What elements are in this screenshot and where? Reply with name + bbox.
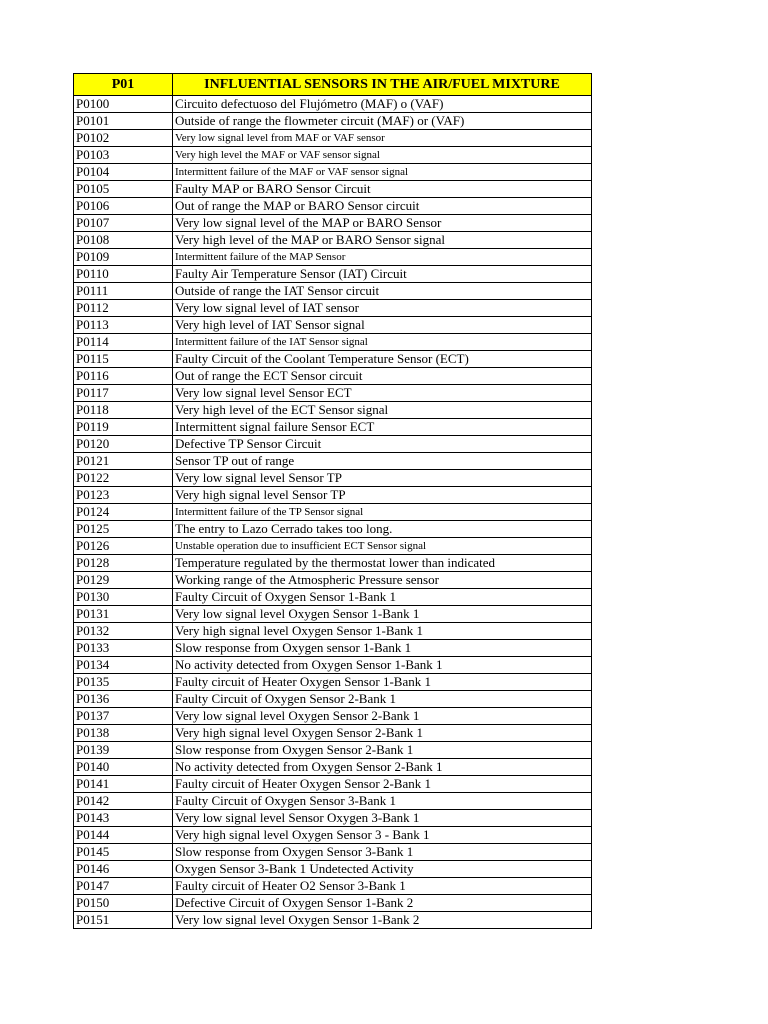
table-row <box>74 759 592 776</box>
table-row <box>74 725 592 742</box>
code-cell: P0105 <box>74 181 173 198</box>
code-cell: P0139 <box>74 742 173 759</box>
table-row <box>74 368 592 385</box>
code-cell: P0131 <box>74 606 173 623</box>
code-cell: P0138 <box>74 725 173 742</box>
description-cell: Oxygen Sensor 3-Bank 1 Undetected Activity <box>173 861 592 878</box>
description-cell: Intermittent signal failure Sensor ECT <box>173 419 592 436</box>
table-row <box>74 793 592 810</box>
description-cell: Faulty Circuit of Oxygen Sensor 3-Bank 1 <box>173 793 592 810</box>
description-cell: Intermittent failure of the TP Sensor signal <box>173 504 592 521</box>
code-cell: P0102 <box>74 130 173 147</box>
description-cell: Faulty Air Temperature Sensor (IAT) Circuit <box>173 266 592 283</box>
code-cell: P0119 <box>74 419 173 436</box>
code-cell: P0150 <box>74 895 173 912</box>
table-row <box>74 538 592 555</box>
code-cell: P0146 <box>74 861 173 878</box>
table-row <box>74 589 592 606</box>
code-cell: P0132 <box>74 623 173 640</box>
table-row <box>74 453 592 470</box>
code-cell: P0114 <box>74 334 173 351</box>
code-cell: P0125 <box>74 521 173 538</box>
table-row <box>74 504 592 521</box>
table-row <box>74 861 592 878</box>
table-row <box>74 300 592 317</box>
table-row <box>74 164 592 181</box>
description-cell: Very high signal level Oxygen Sensor 2-Bank 1 <box>173 725 592 742</box>
code-cell: P0134 <box>74 657 173 674</box>
table-row <box>74 232 592 249</box>
table-row <box>74 419 592 436</box>
description-cell: Faulty MAP or BARO Sensor Circuit <box>173 181 592 198</box>
table-row <box>74 521 592 538</box>
table-row <box>74 351 592 368</box>
code-cell: P0111 <box>74 283 173 300</box>
table-row <box>74 555 592 572</box>
table-row <box>74 844 592 861</box>
table-row <box>74 776 592 793</box>
description-cell: Faulty circuit of Heater Oxygen Sensor 2-Bank 1 <box>173 776 592 793</box>
table-header-row <box>74 74 592 96</box>
code-cell: P0109 <box>74 249 173 266</box>
table-row <box>74 215 592 232</box>
description-cell: Very high signal level Oxygen Sensor 1-Bank 1 <box>173 623 592 640</box>
description-cell: Very high signal level Oxygen Sensor 3 - Bank 1 <box>173 827 592 844</box>
code-cell: P0126 <box>74 538 173 555</box>
description-cell: Outside of range the flowmeter circuit (MAF) or (VAF) <box>173 113 592 130</box>
description-cell: Sensor TP out of range <box>173 453 592 470</box>
description-cell: Out of range the MAP or BARO Sensor circuit <box>173 198 592 215</box>
description-cell: Defective Circuit of Oxygen Sensor 1-Bank 2 <box>173 895 592 912</box>
table-row <box>74 181 592 198</box>
code-cell: P0110 <box>74 266 173 283</box>
description-cell: Very low signal level Oxygen Sensor 1-Bank 2 <box>173 912 592 929</box>
description-cell: Defective TP Sensor Circuit <box>173 436 592 453</box>
table-row <box>74 334 592 351</box>
table-row <box>74 436 592 453</box>
description-cell: Very high signal level Sensor TP <box>173 487 592 504</box>
description-cell: Faulty Circuit of Oxygen Sensor 2-Bank 1 <box>173 691 592 708</box>
table-row <box>74 895 592 912</box>
description-cell: Very low signal level of IAT sensor <box>173 300 592 317</box>
table-row <box>74 708 592 725</box>
table-row <box>74 878 592 895</box>
code-cell: P0142 <box>74 793 173 810</box>
table-row <box>74 402 592 419</box>
description-cell: Faulty circuit of Heater O2 Sensor 3-Bank 1 <box>173 878 592 895</box>
description-cell: Very low signal level Sensor TP <box>173 470 592 487</box>
description-cell: Slow response from Oxygen Sensor 2-Bank 1 <box>173 742 592 759</box>
code-cell: P0112 <box>74 300 173 317</box>
description-cell: Faulty circuit of Heater Oxygen Sensor 1-Bank 1 <box>173 674 592 691</box>
table-row <box>74 147 592 164</box>
header-code-cell: P01 <box>74 74 173 96</box>
description-cell: Slow response from Oxygen sensor 1-Bank 1 <box>173 640 592 657</box>
code-cell: P0130 <box>74 589 173 606</box>
description-cell: Intermittent failure of the MAP Sensor <box>173 249 592 266</box>
code-cell: P0107 <box>74 215 173 232</box>
description-cell: No activity detected from Oxygen Sensor 2-Bank 1 <box>173 759 592 776</box>
table-row <box>74 198 592 215</box>
code-cell: P0137 <box>74 708 173 725</box>
code-cell: P0151 <box>74 912 173 929</box>
code-cell: P0100 <box>74 96 173 113</box>
table-row <box>74 113 592 130</box>
code-cell: P0123 <box>74 487 173 504</box>
description-cell: Faulty Circuit of Oxygen Sensor 1-Bank 1 <box>173 589 592 606</box>
table-row <box>74 266 592 283</box>
table-row <box>74 470 592 487</box>
description-cell: Very low signal level Oxygen Sensor 1-Bank 1 <box>173 606 592 623</box>
description-cell: Out of range the ECT Sensor circuit <box>173 368 592 385</box>
code-cell: P0122 <box>74 470 173 487</box>
table-row <box>74 810 592 827</box>
header-title-cell: INFLUENTIAL SENSORS IN THE AIR/FUEL MIXTURE <box>173 74 592 96</box>
description-cell: No activity detected from Oxygen Sensor 1-Bank 1 <box>173 657 592 674</box>
code-cell: P0104 <box>74 164 173 181</box>
table-row <box>74 572 592 589</box>
table-row <box>74 691 592 708</box>
description-cell: Very low signal level Sensor Oxygen 3-Bank 1 <box>173 810 592 827</box>
code-cell: P0103 <box>74 147 173 164</box>
table-row <box>74 623 592 640</box>
code-cell: P0108 <box>74 232 173 249</box>
code-cell: P0144 <box>74 827 173 844</box>
table-row <box>74 606 592 623</box>
description-cell: Very high level the MAF or VAF sensor signal <box>173 147 592 164</box>
code-cell: P0133 <box>74 640 173 657</box>
description-cell: Intermittent failure of the MAF or VAF sensor signal <box>173 164 592 181</box>
code-cell: P0118 <box>74 402 173 419</box>
table-row <box>74 487 592 504</box>
code-cell: P0116 <box>74 368 173 385</box>
code-cell: P0115 <box>74 351 173 368</box>
code-cell: P0135 <box>74 674 173 691</box>
code-cell: P0145 <box>74 844 173 861</box>
code-cell: P0120 <box>74 436 173 453</box>
description-cell: Faulty Circuit of the Coolant Temperature Sensor (ECT) <box>173 351 592 368</box>
code-cell: P0117 <box>74 385 173 402</box>
code-cell: P0141 <box>74 776 173 793</box>
code-cell: P0128 <box>74 555 173 572</box>
table-row <box>74 912 592 929</box>
table-row <box>74 249 592 266</box>
code-cell: P0124 <box>74 504 173 521</box>
table-row <box>74 385 592 402</box>
code-cell: P0101 <box>74 113 173 130</box>
description-cell: Very low signal level Sensor ECT <box>173 385 592 402</box>
table-row <box>74 96 592 113</box>
table-row <box>74 827 592 844</box>
description-cell: Circuito defectuoso del Flujómetro (MAF) o (VAF) <box>173 96 592 113</box>
description-cell: Very high level of IAT Sensor signal <box>173 317 592 334</box>
table-row <box>74 657 592 674</box>
table-row <box>74 640 592 657</box>
description-cell: Working range of the Atmospheric Pressure sensor <box>173 572 592 589</box>
description-cell: Outside of range the IAT Sensor circuit <box>173 283 592 300</box>
dtc-code-table <box>73 73 592 929</box>
table-row <box>74 674 592 691</box>
description-cell: Slow response from Oxygen Sensor 3-Bank 1 <box>173 844 592 861</box>
code-cell: P0113 <box>74 317 173 334</box>
table-row <box>74 317 592 334</box>
description-cell: Very high level of the ECT Sensor signal <box>173 402 592 419</box>
code-cell: P0129 <box>74 572 173 589</box>
table-row <box>74 283 592 300</box>
table-body <box>74 96 592 929</box>
description-cell: The entry to Lazo Cerrado takes too long. <box>173 521 592 538</box>
table-row <box>74 742 592 759</box>
description-cell: Temperature regulated by the thermostat lower than indicated <box>173 555 592 572</box>
code-cell: P0136 <box>74 691 173 708</box>
table-row <box>74 130 592 147</box>
description-cell: Very low signal level of the MAP or BARO Sensor <box>173 215 592 232</box>
description-cell: Intermittent failure of the IAT Sensor signal <box>173 334 592 351</box>
description-cell: Unstable operation due to insufficient ECT Sensor signal <box>173 538 592 555</box>
description-cell: Very low signal level from MAF or VAF sensor <box>173 130 592 147</box>
code-cell: P0143 <box>74 810 173 827</box>
code-cell: P0121 <box>74 453 173 470</box>
code-cell: P0140 <box>74 759 173 776</box>
code-cell: P0106 <box>74 198 173 215</box>
description-cell: Very high level of the MAP or BARO Sensor signal <box>173 232 592 249</box>
description-cell: Very low signal level Oxygen Sensor 2-Bank 1 <box>173 708 592 725</box>
code-cell: P0147 <box>74 878 173 895</box>
